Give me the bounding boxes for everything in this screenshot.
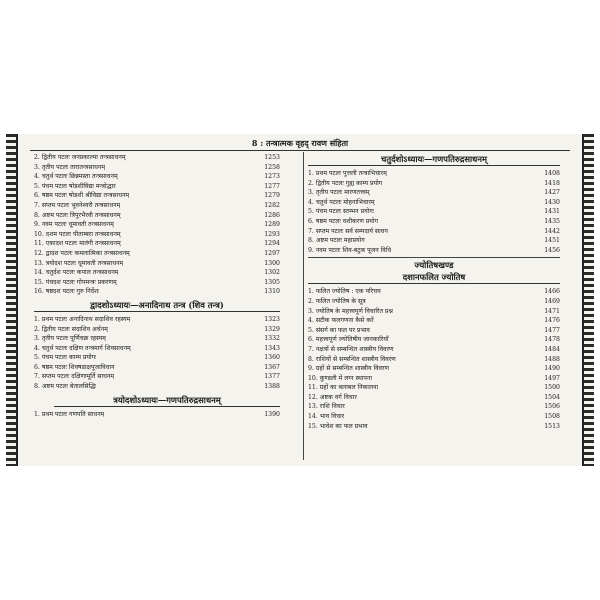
toc-entry-page: 1430 — [544, 198, 560, 206]
toc-entry-title: 4. चतुर्थ पटलः दक्षिण तन्त्रमार्ग शिवसाधनम् — [34, 344, 131, 352]
left-section-2-list — [34, 315, 280, 392]
toc-entry — [308, 316, 560, 326]
toc-entry — [34, 191, 280, 201]
toc-entry-title: 7. सप्तम पटलः दक्षिणामूर्ति साधनम् — [34, 373, 115, 381]
toc-entry-title: 16. षष्ठदश पटलः गुरु निर्देशः — [34, 288, 100, 296]
toc-entry-page: 1490 — [544, 365, 560, 373]
toc-entry-page: 1408 — [544, 170, 560, 177]
toc-entry — [308, 227, 560, 237]
toc-entry — [34, 410, 280, 420]
toc-entry-page: 1477 — [544, 326, 560, 334]
toc-entry-page: 1282 — [264, 201, 280, 209]
toc-entry-page: 1293 — [264, 230, 280, 238]
toc-entry — [308, 236, 560, 246]
column-divider — [303, 152, 304, 460]
toc-entry — [34, 211, 280, 221]
toc-entry-title: 9. नवम पटलः शिव-बटुक पूजन विधि — [308, 246, 392, 254]
toc-entry-title: 6. महत्त्वपूर्ण ज्योतिषीय जानकारियाँ — [308, 336, 389, 344]
toc-entry-title: 7. सप्तम पटलः सर्व सम्पदार्य साधन — [308, 227, 388, 235]
toc-entry-page: 1478 — [544, 336, 560, 344]
toc-entry-title: 9. ग्रहों से सम्बन्धित शास्त्रीय विवरण — [308, 365, 389, 373]
toc-entry-page: 1294 — [264, 240, 280, 248]
right-section-1-list — [308, 169, 560, 255]
toc-entry-page: 1310 — [264, 288, 280, 296]
toc-entry-page: 1508 — [544, 413, 560, 421]
toc-entry-title: 6. षष्ठम पटलः वशीकरण प्रयोग — [308, 217, 378, 225]
toc-entry-title: 2. द्वितीय पटलः जनप्रकाल्मा तन्त्रसाधनम् — [34, 154, 126, 161]
toc-entry-title: 7. सप्तम पटलः भुवनेश्वरी तन्त्रसाधनम् — [34, 201, 121, 209]
phalit-jyotish-heading: दशानफलित ज्योतिष — [308, 271, 560, 284]
decorative-border-left — [6, 134, 18, 466]
toc-entry — [34, 315, 280, 325]
toc-entry-page: 1390 — [264, 410, 280, 418]
toc-entry-title: 8. अष्टम पटलः त्रिपुरभैरवी तन्त्रसाधनम् — [34, 211, 121, 219]
toc-entry-page: 1435 — [544, 217, 560, 225]
toc-entry — [308, 326, 560, 336]
toc-entry — [308, 207, 560, 217]
toc-entry — [308, 246, 560, 256]
toc-entry-page: 1253 — [264, 154, 280, 161]
toc-entry-title: 15. भावेश का फल प्रभाव — [308, 422, 368, 430]
toc-entry-page: 1302 — [264, 269, 280, 277]
toc-entry-page: 1367 — [264, 363, 280, 371]
toc-entry-title: 10. कुण्डली में लग्न स्थापना — [308, 374, 372, 382]
toc-entry-page: 1277 — [264, 182, 280, 190]
chapter-12-heading: द्वादशोऽध्यायः—अनादिनाथ तन्त्र (शिव तन्त्र) — [34, 299, 280, 312]
section-rule — [308, 257, 560, 258]
toc-entry-title: 4. चतुर्थ पटलः छिन्नमस्ता तन्त्रसाधनम् — [34, 173, 118, 181]
running-head: 8 : तन्त्रात्मक वृहद् रावण संहिता — [251, 138, 349, 148]
toc-entry — [34, 363, 280, 373]
toc-entry-title: 1. प्रथम पटलः पुत्तली तन्त्राभिचारम् — [308, 170, 387, 177]
toc-entry-title: 4. सटीक फलगणना कैसे करें — [308, 317, 374, 325]
toc-entry-title: 2. फलित ज्योतिष के सूत्र — [308, 297, 366, 305]
toc-entry-page: 1273 — [264, 173, 280, 181]
toc-entry — [308, 179, 560, 189]
toc-entry-page: 1451 — [544, 237, 560, 245]
toc-entry — [308, 374, 560, 384]
right-column — [308, 153, 560, 431]
toc-entry-title: 5. पंचम पटलः काम्य प्रयोगः — [34, 354, 97, 362]
chapter-13-heading: त्रयोदशोऽध्यायः—गणपतिरुद्रसाधनम् — [54, 394, 280, 407]
toc-entry — [34, 182, 280, 192]
toc-entry-page: 1427 — [544, 189, 560, 197]
toc-entry-title: 12. अष्टक वर्ग विचार — [308, 393, 357, 401]
toc-entry — [34, 334, 280, 344]
toc-entry-page: 1456 — [544, 246, 560, 254]
toc-entry — [308, 422, 560, 432]
toc-entry-page: 1323 — [264, 315, 280, 323]
toc-entry-title: 1. प्रथम पटलः अनादिनाथ सदाशिव रहस्यम् — [34, 315, 131, 323]
book-contents-page — [6, 134, 594, 466]
toc-entry — [34, 278, 280, 288]
toc-entry-title: 7. नक्षत्रों से सम्बन्धित शास्त्रीय विवरण — [308, 345, 394, 353]
toc-entry — [34, 172, 280, 182]
toc-entry-title: 8. अष्टम पटलः महाप्रयोग — [308, 237, 365, 245]
toc-entry-page: 1279 — [264, 192, 280, 200]
toc-entry-title: 11. ग्रहों का बलाबल निकालना — [308, 384, 379, 392]
left-column — [34, 153, 280, 419]
toc-entry-title: 13. त्रयोदश पटलः धूमावती तन्त्रसाधनम् — [34, 259, 124, 267]
toc-entry — [308, 335, 560, 345]
toc-entry — [34, 163, 280, 173]
toc-entry — [34, 201, 280, 211]
toc-entry-title: 2. द्वितीय पटलः सदाशिव अर्चनम् — [34, 325, 108, 333]
toc-entry — [34, 287, 280, 297]
toc-entry-page: 1504 — [544, 393, 560, 401]
toc-entry-title: 14. चतुर्दश पटलः कपाल तन्त्रसाधनम् — [34, 269, 119, 277]
toc-entry — [308, 287, 560, 297]
toc-entry — [308, 345, 560, 355]
toc-entry — [308, 402, 560, 412]
toc-entry — [308, 364, 560, 374]
toc-entry-title: 1. फलित ज्योतिष : एक परिचय — [308, 288, 381, 296]
toc-entry-title: 1. प्रथम पटलः गणपति साधनम् — [34, 410, 105, 418]
toc-entry-page: 1488 — [544, 355, 560, 363]
toc-entry-page: 1286 — [264, 211, 280, 219]
toc-entry-page: 1329 — [264, 325, 280, 333]
toc-entry-page: 1466 — [544, 288, 560, 296]
toc-entry — [308, 217, 560, 227]
toc-entry-page: 1258 — [264, 163, 280, 171]
toc-entry-page: 1289 — [264, 221, 280, 229]
toc-entry-title: 15. पंचदश पटलः गोपमन्त्रः प्रकरणम् — [34, 278, 117, 286]
toc-entry — [34, 268, 280, 278]
toc-entry-page: 1360 — [264, 354, 280, 362]
right-section-2-list — [308, 287, 560, 431]
toc-entry-title: 8. अष्टम पटलः बेतालसिद्धिः — [34, 383, 97, 391]
toc-entry-page: 1484 — [544, 345, 560, 353]
toc-entry-page: 1332 — [264, 335, 280, 343]
toc-entry-title: 5. पंचम पटलः षोडशीविद्या मन्त्रोद्धार — [34, 182, 116, 190]
left-section-1-list — [34, 153, 280, 297]
toc-entry — [34, 372, 280, 382]
toc-entry-page: 1377 — [264, 373, 280, 381]
toc-entry-page: 1343 — [264, 344, 280, 352]
toc-entry-page: 1418 — [544, 179, 560, 187]
toc-entry-title: 3. तृतीय पटलः मारणतत्त्वम् — [308, 189, 370, 197]
toc-entry — [34, 259, 280, 269]
toc-entry-title: 5. पंचम पटलः स्तम्भन प्रयोगः — [308, 208, 375, 216]
toc-entry-title: 4. चतुर्थ पटलः मोहनाभिचारम् — [308, 198, 375, 206]
toc-entry — [308, 355, 560, 365]
toc-entry-page: 1300 — [264, 259, 280, 267]
toc-entry — [308, 169, 560, 179]
toc-entry-page: 1471 — [544, 307, 560, 315]
toc-entry-page: 1388 — [264, 383, 280, 391]
decorative-border-right — [582, 134, 594, 466]
toc-entry — [308, 412, 560, 422]
toc-entry-page: 1500 — [544, 384, 560, 392]
toc-entry-title: 13. राशि विचार — [308, 403, 345, 411]
toc-entry — [308, 393, 560, 403]
toc-entry-title: 3. ज्योतिष के महत्त्वपूर्ण विचारित प्रश्न — [308, 307, 393, 315]
toc-entry — [34, 239, 280, 249]
toc-entry-page: 1305 — [264, 278, 280, 286]
toc-entry-title: 5. संसर्ग का फल पर प्रभाव — [308, 326, 370, 334]
toc-entry — [34, 344, 280, 354]
toc-entry-page: 1513 — [544, 422, 560, 430]
header-rule — [30, 150, 570, 151]
toc-entry — [34, 325, 280, 335]
toc-entry-title: 11. एकादश पटलः मातंगी तन्त्रसाधनम् — [34, 240, 121, 248]
toc-entry-title: 3. तृतीय पटलः तारातन्त्रसाधनम् — [34, 163, 106, 171]
left-section-3-list — [34, 410, 280, 420]
toc-entry — [34, 353, 280, 363]
toc-entry-title: 12. द्वादश पटलः कमलात्मिका तन्त्रसाधनम् — [34, 249, 130, 257]
jyotish-khand-heading: ज्योतिषखण्ड — [414, 260, 454, 271]
toc-entry-page: 1476 — [544, 317, 560, 325]
toc-entry-title: 3. तृतीय पटलः पूर्णिचक्र रहस्यम् — [34, 335, 106, 343]
toc-entry-page: 1497 — [544, 374, 560, 382]
chapter-14-heading: चतुर्दशोऽध्यायः—गणपतिरुद्रसाधनम् — [308, 153, 560, 166]
toc-entry-page: 1442 — [544, 227, 560, 235]
toc-entry — [34, 230, 280, 240]
toc-entry-title: 2. द्वितीय पटलः गुह्य काम्य प्रयोग — [308, 179, 383, 187]
toc-entry — [34, 249, 280, 259]
toc-entry-title: 6. षष्ठम पटलः शिवषडाक्षपूजाविधान — [34, 363, 115, 371]
toc-entry — [34, 220, 280, 230]
toc-entry-page: 1297 — [264, 249, 280, 257]
toc-entry — [308, 198, 560, 208]
toc-entry-title: 9. नवम पटलः धूमावती तन्त्रसाधनम् — [34, 221, 114, 229]
toc-entry-title: 8. राशियों से सम्बन्धित शास्त्रीय विवरण — [308, 355, 396, 363]
toc-entry — [308, 297, 560, 307]
toc-entry-title: 10. दशम पटलः पीताम्बरा तन्त्रसाधनम् — [34, 230, 121, 238]
toc-entry-page: 1431 — [544, 208, 560, 216]
toc-entry-page: 1469 — [544, 297, 560, 305]
toc-entry — [308, 188, 560, 198]
toc-entry-title: 6. षष्ठम पटलः षोडशी श्रीविद्या तन्त्रसाधनम् — [34, 192, 130, 200]
toc-entry — [34, 382, 280, 392]
toc-entry — [308, 383, 560, 393]
toc-entry-title: 14. भाव विचार — [308, 413, 345, 421]
toc-entry — [308, 307, 560, 317]
toc-entry-page: 1506 — [544, 403, 560, 411]
toc-entry — [34, 153, 280, 163]
